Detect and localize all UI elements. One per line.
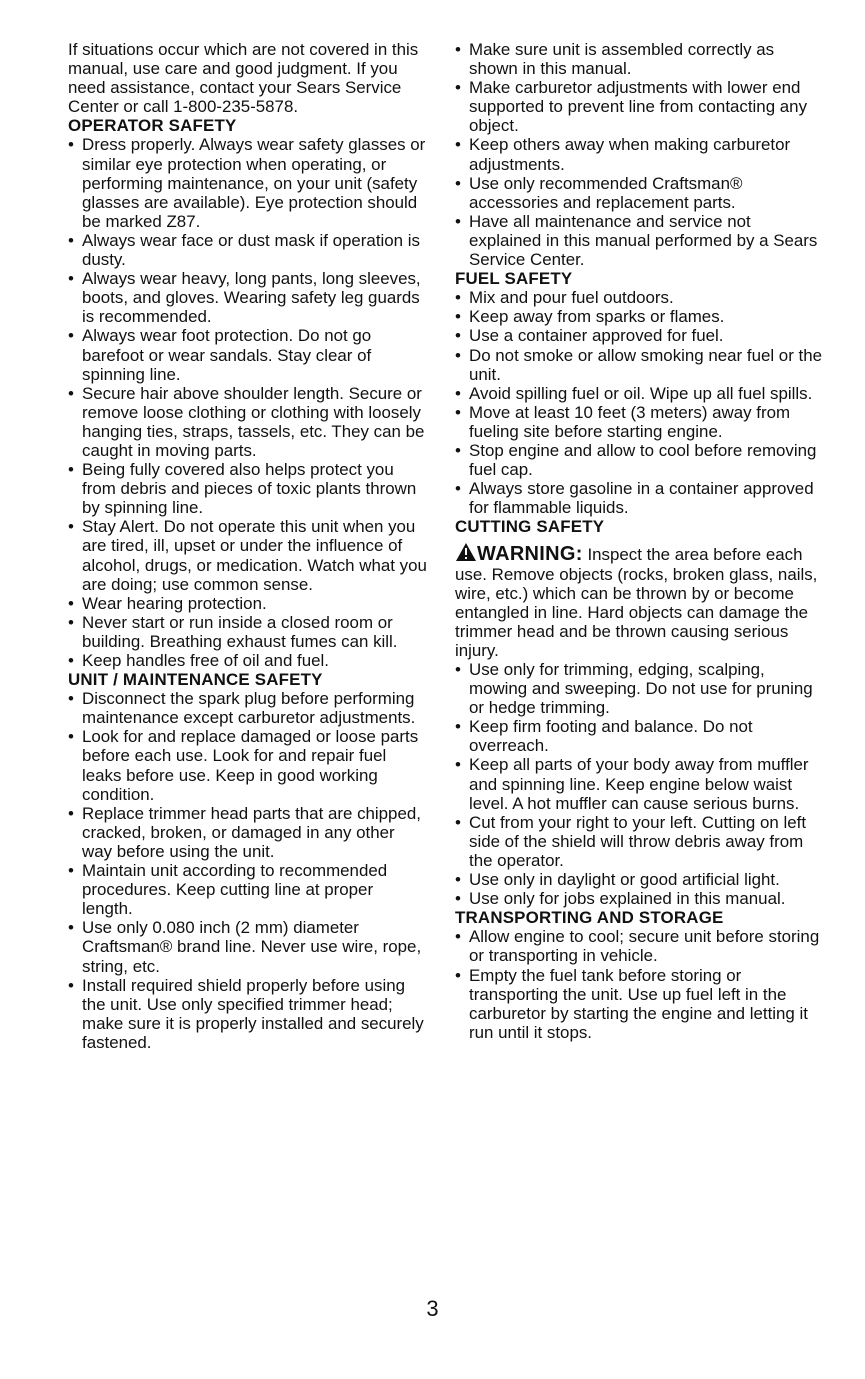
list-item: • Keep away from sparks or flames. xyxy=(455,307,825,326)
unit-maintenance-safety-heading: UNIT / MAINTENANCE SAFETY xyxy=(68,670,323,690)
cutting-safety-list xyxy=(455,660,825,908)
intro-paragraph: If situations occur which are not covered in this manual, use care and good judgment. If you need assistance, contact your Sears Service Center or call 1-800-235-5878. xyxy=(68,40,419,117)
list-item: • Allow engine to cool; secure unit before storing or transporting in vehicle. xyxy=(455,927,825,965)
transporting-storage-heading: TRANSPORTING AND STORAGE xyxy=(455,908,724,928)
list-item: • Never start or run inside a closed room or building. Breathing exhaust fumes can kill. xyxy=(68,613,428,651)
warning-text: Inspect the area before each use. Remove objects (rocks, broken glass, nails, wire, etc.) which can be thrown by or become entangled in line. Hard objects can damage the trimmer head and be thrown causing serious injury. xyxy=(455,545,818,660)
list-item: • Look for and replace damaged or loose parts before each use. Look for and repair fuel leaks before use. Keep in good working condition. xyxy=(68,727,428,803)
transporting-storage-list xyxy=(455,927,825,1042)
list-item: • Being fully covered also helps protect you from debris and pieces of toxic plants thrown by spinning line. xyxy=(68,460,428,517)
list-item: • Always wear heavy, long pants, long sleeves, boots, and gloves. Wearing safety leg guards is recommended. xyxy=(68,269,428,326)
left-column xyxy=(68,40,428,1052)
list-item: • Keep firm footing and balance. Do not overreach. xyxy=(455,717,825,755)
assembly-list xyxy=(455,40,825,269)
list-item: • Use only recommended Craftsman® accessories and replacement parts. xyxy=(455,174,825,212)
list-item: • Maintain unit according to recommended procedures. Keep cutting line at proper length. xyxy=(68,861,428,918)
list-item: • Cut from your right to your left. Cutting on left side of the shield will throw debris away from the operator. xyxy=(455,813,825,870)
operator-safety-list xyxy=(68,135,428,670)
list-item: • Empty the fuel tank before storing or transporting the unit. Use up fuel left in the carburetor by starting the engine and letting it run until it stops. xyxy=(455,966,825,1042)
list-item: • Move at least 10 feet (3 meters) away from fueling site before starting engine. xyxy=(455,403,825,441)
fuel-safety-list xyxy=(455,288,825,517)
fuel-safety-heading: FUEL SAFETY xyxy=(455,269,573,289)
cutting-safety-heading: CUTTING SAFETY xyxy=(455,517,605,537)
list-item: • Make carburetor adjustments with lower end supported to prevent line from contacting any object. xyxy=(455,78,825,135)
list-item: • Always store gasoline in a container approved for flammable liquids. xyxy=(455,479,825,517)
list-item: • Disconnect the spark plug before performing maintenance except carburetor adjustments. xyxy=(68,689,428,727)
list-item: • Wear hearing protection. xyxy=(68,594,428,613)
list-item: • Stop engine and allow to cool before removing fuel cap. xyxy=(455,441,825,479)
list-item: • Dress properly. Always wear safety glasses or similar eye protection when operating, or performing maintenance, on your unit (safety glasses are available). Eye protection should be marked Z87. xyxy=(68,135,428,230)
warning-triangle-icon xyxy=(455,542,477,562)
right-column xyxy=(455,40,825,1042)
list-item: • Have all maintenance and service not explained in this manual performed by a Sears Service Center. xyxy=(455,212,825,269)
list-item: • Mix and pour fuel outdoors. xyxy=(455,288,825,307)
list-item: • Replace trimmer head parts that are chipped, cracked, broken, or damaged in any other way before using the unit. xyxy=(68,804,428,861)
list-item: • Always wear face or dust mask if operation is dusty. xyxy=(68,231,428,269)
list-item: • Make sure unit is assembled correctly as shown in this manual. xyxy=(455,40,825,78)
unit-maintenance-safety-list xyxy=(68,689,428,1052)
list-item: • Keep all parts of your body away from muffler and spinning line. Keep engine below waist level. A hot muffler can cause serious burns. xyxy=(455,755,825,812)
list-item: • Keep others away when making carburetor adjustments. xyxy=(455,135,825,173)
list-item: • Use only in daylight or good artificial light. xyxy=(455,870,825,889)
warning-label: WARNING: xyxy=(477,543,583,566)
warning-block xyxy=(455,542,825,660)
list-item: • Keep handles free of oil and fuel. xyxy=(68,651,428,670)
list-item: • Use only 0.080 inch (2 mm) diameter Craftsman® brand line. Never use wire, rope, string, etc. xyxy=(68,918,428,975)
page-number: 3 xyxy=(426,1296,439,1321)
list-item: • Secure hair above shoulder length. Secure or remove loose clothing or clothing with loosely hanging ties, straps, tassels, etc. They can be caught in moving parts. xyxy=(68,384,428,460)
operator-safety-heading: OPERATOR SAFETY xyxy=(68,116,237,136)
list-item: • Do not smoke or allow smoking near fuel or the unit. xyxy=(455,346,825,384)
list-item: • Use only for jobs explained in this manual. xyxy=(455,889,825,908)
list-item: • Always wear foot protection. Do not go barefoot or wear sandals. Stay clear of spinning line. xyxy=(68,326,428,383)
list-item: • Stay Alert. Do not operate this unit when you are tired, ill, upset or under the influence of alcohol, drugs, or medication. Watch what you are doing; use common sense. xyxy=(68,517,428,593)
list-item: • Avoid spilling fuel or oil. Wipe up all fuel spills. xyxy=(455,384,825,403)
list-item: • Use a container approved for fuel. xyxy=(455,326,825,345)
list-item: • Install required shield properly before using the unit. Use only specified trimmer head; make sure it is properly installed and securely fastened. xyxy=(68,976,428,1052)
list-item: • Use only for trimming, edging, scalping, mowing and sweeping. Do not use for pruning or hedge trimming. xyxy=(455,660,825,717)
